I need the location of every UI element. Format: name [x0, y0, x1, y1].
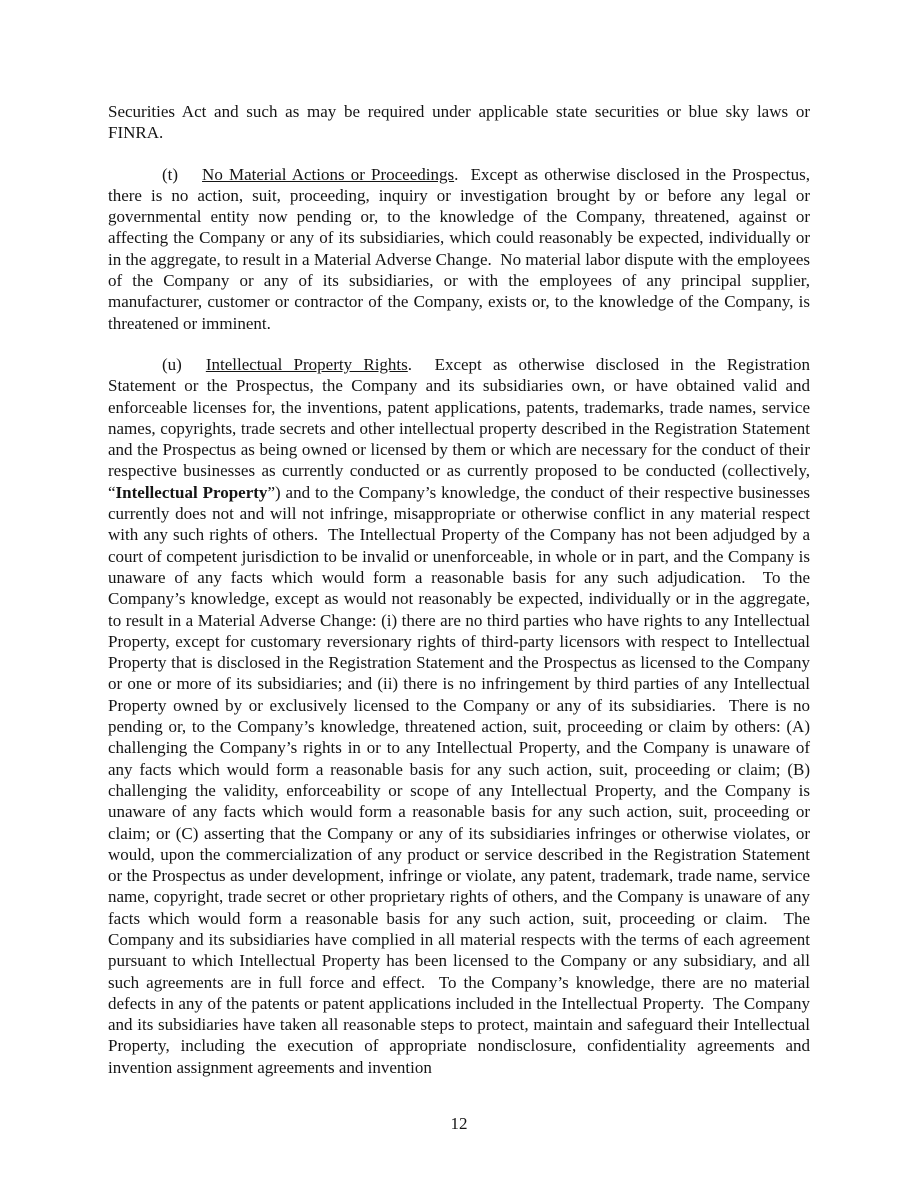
document-body — [108, 101, 810, 1098]
text-run-normal: . Except as otherwise disclosed in the Registration Statement or the Prospectus, the Company and its subsidiaries own, or have obtained valid and enforceable licenses for, the inventions, patent applications, patents, trademarks, trade names, service names, copyrights, trade secrets and other intellectual property described in the Registration Statement and the Prospectus as being owned or licensed by them or which are necessary for the conduct of their respective businesses as currently conducted or as currently proposed to be conducted (collectively, “ — [108, 354, 811, 502]
page-footer — [0, 1113, 918, 1134]
paragraph — [108, 164, 810, 334]
text-run-underline: Intellectual Property Rights — [205, 354, 408, 374]
text-run-normal: . Except as otherwise disclosed in the Prospectus, there is no action, suit, proceeding, inquiry or investigation brought by or before any legal or governmental entity now pending or, to the knowledge of the Company, threatened, against or affecting the Company or any of its subsidiaries, which could reasonably be expected, individually or in the aggregate, to result in a Material Adverse Change. No material labor dispute with the employees of the Company or any of its subsidiaries, or with the employees of any principal supplier, manufacturer, customer or contractor of the Company, exists or, to the knowledge of the Company, is threatened or imminent. — [108, 164, 811, 333]
text-run-normal: (u) — [162, 354, 182, 374]
text-run-bold: Intellectual Property — [115, 482, 268, 502]
page-number: 12 — [450, 1114, 468, 1133]
text-run-normal: Securities Act and such as may be required under applicable state securities or blue sky laws or FINRA. — [108, 102, 810, 143]
paragraph — [108, 354, 810, 1078]
text-run-underline: No Material Actions or Proceedings — [202, 164, 455, 184]
text-run-normal: (t) — [162, 164, 179, 184]
text-run-normal: ”) and to the Company’s knowledge, the conduct of their respective businesses currently does not and will not infringe, misappropriate or otherwise conflict in any material respect with any such rights of others. The Intellectual Property of the Company has not been adjudged by a court of competent jurisdiction to be invalid or unenforceable, in whole or in part, and the Company is unaware of any facts which would form a reasonable basis for any such adjudication. To the Company’s knowledge, except as would not reasonably be expected, individually or in the aggregate, to result in a Material Adverse Change: (i) there are no third parties who have rights to any Intellectual Property, except for customary reversionary rights of third-party licensors with respect to Intellectual Property that is disclosed in the Registration Statement and the Prospectus as licensed to the Company or one or more of its subsidiaries; and (ii) there is no infringement by third parties of any Intellectual Property owned by or exclusively licensed to the Company or any of its subsidiaries. There is no pending or, to the Company’s knowledge, threatened action, suit, proceeding or claim by others: (A) challenging the Company’s rights in or to any Intellectual Property, and the Company is unaware of any facts which would form a reasonable basis for any such action, suit, proceeding or claim; (B) challenging the validity, enforceability or scope of any Intellectual Property, and the Company is unaware of any facts which would form a reasonable basis for any such action, suit, proceeding or claim; or (C) asserting that the Company or any of its subsidiaries infringes or otherwise violates, or would, upon the commercialization of any product or service described in the Registration Statement or the Prospectus as under development, infringe or violate, any patent, trademark, trade name, service name, copyright, trade secret or other proprietary rights of others, and the Company is unaware of any facts which would form a reasonable basis for any such action, suit, proceeding or claim. The Company and its subsidiaries have complied in all material respects with the terms of each agreement pursuant to which Intellectual Property has been licensed to the Company or any subsidiary, and all such agreements are in full force and effect. To the Company’s knowledge, there are no material defects in any of the patents or patent applications included in the Intellectual Property. The Company and its subsidiaries have taken all reasonable steps to protect, maintain and safeguard their Intellectual Property, including the execution of appropriate nondisclosure, confidentiality agreements and invention assignment agreements and invention — [108, 482, 811, 1077]
paragraph — [108, 101, 810, 144]
